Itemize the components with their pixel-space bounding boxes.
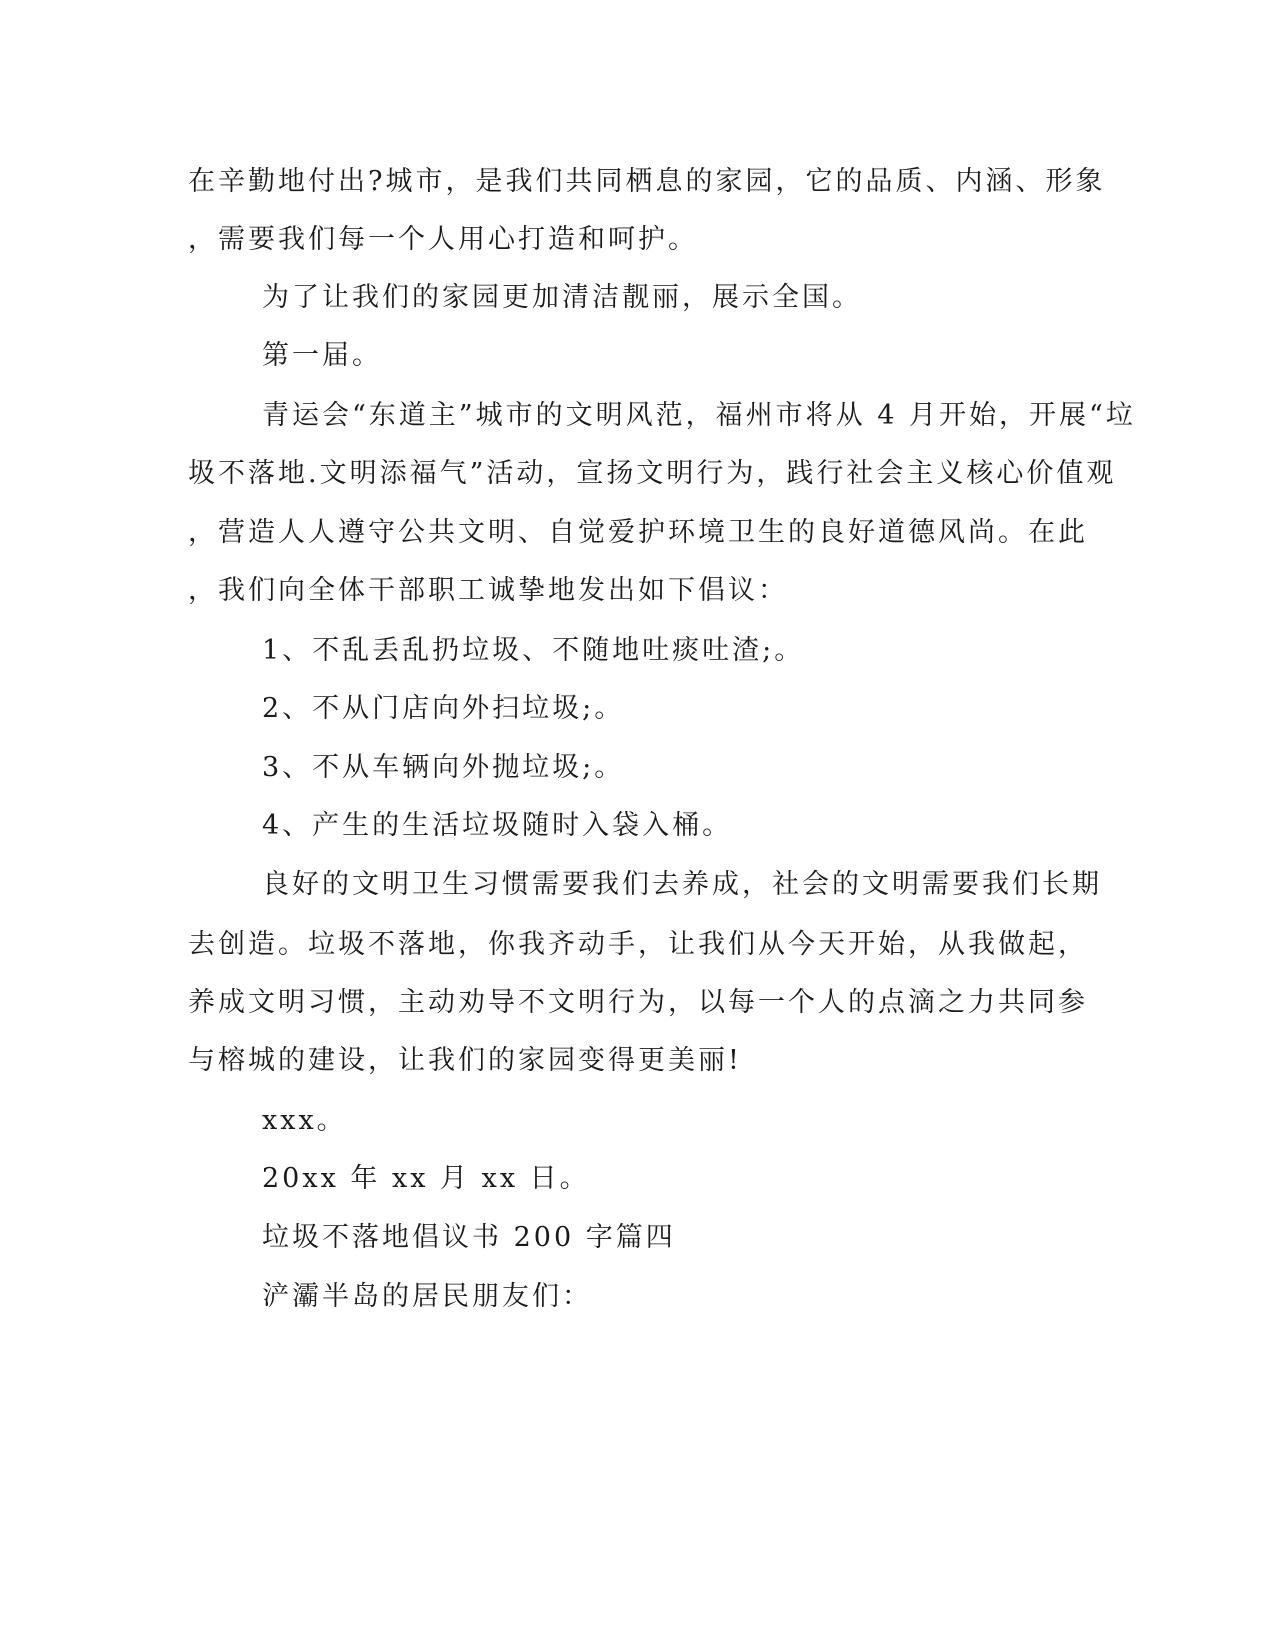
paragraph-line: ，营造人人遵守公共文明、自觉爱护环境卫生的良好道德风尚。在此 xyxy=(188,517,1088,548)
list-item: 1、不乱丢乱扔垃圾、不随地吐痰吐渣;。 xyxy=(262,635,805,666)
paragraph-line: 良好的文明卫生习惯需要我们去养成，社会的文明需要我们长期 xyxy=(262,869,1102,900)
paragraph-line: 养成文明习惯，主动劝导不文明行为，以每一个人的点滴之力共同参 xyxy=(188,987,1088,1018)
paragraph-line: 青运会“东道主”城市的文明风范，福州市将从 4 月开始，开展“垃 xyxy=(262,400,1136,431)
section-heading: 垃圾不落地倡议书 200 字篇四 xyxy=(262,1222,676,1253)
paragraph-line: ，我们向全体干部职工诚挚地发出如下倡议： xyxy=(188,575,788,606)
paragraph-line: 圾不落地.文明添福气”活动，宣扬文明行为，践行社会主义核心价值观 xyxy=(188,458,1117,489)
signature: xxx。 xyxy=(262,1105,347,1136)
paragraph-line: 与榕城的建设，让我们的家园变得更美丽! xyxy=(188,1045,742,1076)
list-item: 2、不从门店向外扫垃圾;。 xyxy=(262,693,625,724)
salutation: 浐灞半岛的居民朋友们： xyxy=(262,1281,592,1312)
paragraph-line: 第一届。 xyxy=(262,340,382,371)
list-item: 3、不从车辆向外抛垃圾;。 xyxy=(262,752,625,783)
paragraph-line: 在辛勤地付出?城市，是我们共同栖息的家园，它的品质、内涵、形象 xyxy=(188,166,1106,197)
paragraph-line: ，需要我们每一个人用心打造和呵护。 xyxy=(188,224,698,255)
paragraph-line: 为了让我们的家园更加清洁靓丽，展示全国。 xyxy=(262,282,862,313)
date-line: 20xx 年 xx 月 xx 日。 xyxy=(262,1163,590,1194)
paragraph-line: 去创造。垃圾不落地，你我齐动手，让我们从今天开始，从我做起， xyxy=(188,929,1088,960)
list-item: 4、产生的生活垃圾随时入袋入桶。 xyxy=(262,810,733,841)
